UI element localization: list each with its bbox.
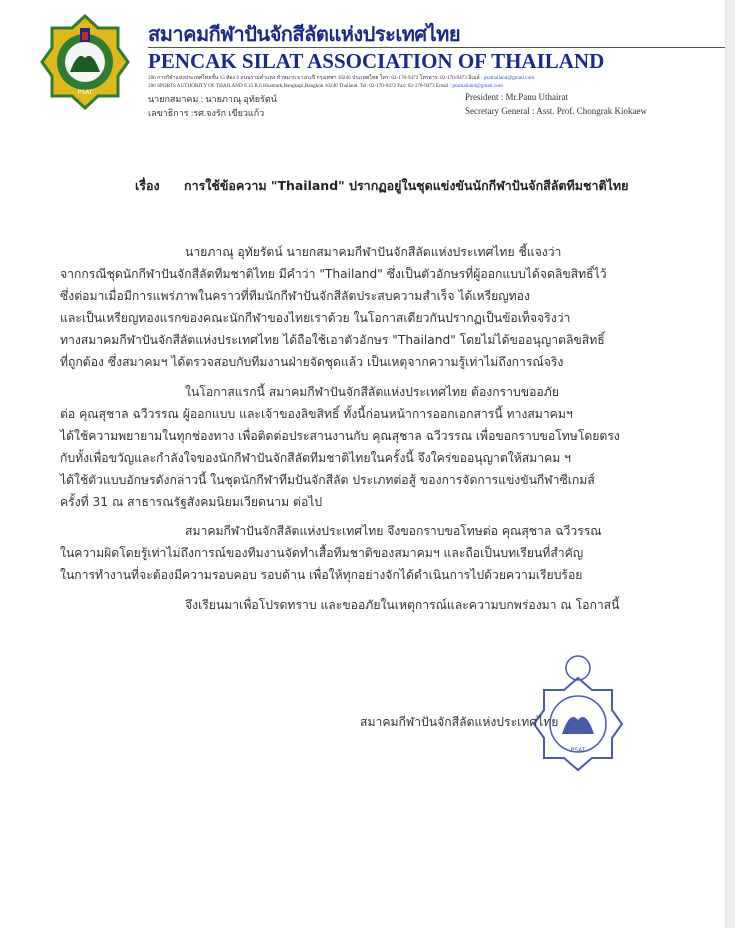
body-line: ในการทำงานที่จะต้องมีความรอบคอบ รอบด้าน เพื่อให้ทุกอย่างจักได้ดำเนินการไปด้วยความเรียบร้อย: [60, 568, 583, 582]
secretary-english: Secretary General : Asst. Prof. Chongrak Kiokaew: [465, 106, 647, 116]
body-line: ซึ่งต่อมาเมื่อมีการแพร่ภาพในคราวที่ทีมนักกีฬาปันจักสีลัตประสบความสำเร็จ ได้เหรียญทอง: [60, 289, 530, 303]
president-thai: นายกสมาคม : นายภาณุ อุทัยรัตน์: [148, 94, 277, 104]
address-english-text: 206 SPORTS AUTHORITY OF THAILAND F.15 R.6 Huamark,Bangkapi,Bangkok 10240 Thailand. Tel: 02-170-9472 Fax: 02-170-9473 Email :: [148, 83, 452, 89]
body-line: กับทั้งเพื่อขวัญและกำลังใจของนักกีฬาปันจักสีลัตทีมชาติไทยในครั้งนี้ จึงใคร่ขออนุญาตให้สมาคม ฯ: [60, 451, 571, 465]
secretary-thai: เลขาธิการ :รศ.จงรัก เขียวแก้ว: [148, 108, 265, 118]
address-thai-text: 206 การกีฬาแห่งประเทศไทยชั้น 15 ห้อง 6 ถนนรามคำแหง หัวหมาก บางกะปิ กรุงเทพฯ 10240 ประเทศไทย โทร: 02-170-9472 โทรสาร: 02-170-9473 อีเมล์ :: [148, 75, 483, 81]
body-line: ได้ใช้ตัวแบบอักษรดังกล่าวนี้ ในชุดนักกีฬาทีมปันจักสีลัต ประเภทต่อสู้ ของการจัดการแข่งขันกีฬาซีเกมส์: [60, 473, 595, 487]
body-line: จากกรณีชุดนักกีฬาปันจักสีลัตทีมชาติไทย มีคำว่า "Thailand" ซึ่งเป็นตัวอักษรที่ผู้ออกแบบได้จดลิขสิทธิ์ไว้: [60, 267, 607, 281]
body-line: สมาคมกีฬาปันจักสีลัตแห่งประเทศไทย จึงขอกราบขอโทษต่อ คุณสุชาล ฉวีวรรณ: [185, 524, 602, 538]
subject-label: เรื่อง: [135, 178, 160, 193]
body-line: นายภาณุ อุทัยรัตน์ นายกสมาคมกีฬาปันจักสีลัตแห่งประเทศไทย ชี้แจงว่า: [185, 245, 562, 259]
body-line: ในความผิดโดยรู้เท่าไม่ถึงการณ์ของทีมงานจัดทำเสื้อทีมชาติของสมาคมฯ และถือเป็นบทเรียนที่สำคัญ: [60, 546, 584, 560]
address-thai: [148, 74, 534, 82]
svg-text:PSAT: PSAT: [570, 747, 586, 754]
body-line: ต่อ คุณสุชาล ฉวีวรรณ ผู้ออกแบบ และเจ้าของลิขสิทธิ์ ทั้งนี้ก่อนหน้าการออกเอกสารนี้ ทางสมาคมฯ: [60, 407, 573, 421]
official-stamp-logo: [532, 648, 624, 776]
signature-org: สมาคมกีฬาปันจักสีลัตแห่งประเทศไทย: [360, 715, 559, 729]
body-line: และเป็นเหรียญทองแรกของคณะนักกีฬาของไทยเราด้วย ในโอกาสเดียวกันปรากฏเป็นข้อเท็จจริงว่า: [60, 311, 571, 325]
body-line: ที่ถูกต้อง ซึ่งสมาคมฯ ได้ตรวจสอบกับทีมงานฝ่ายจัดชุดแล้ว เป็นเหตุจากความรู้เท่าไม่ถึงการณ์จริง: [60, 355, 564, 369]
org-name-thai: สมาคมกีฬาปันจักสีลัตแห่งประเทศไทย: [148, 22, 461, 46]
association-logo: [40, 14, 130, 110]
body-line: ครั้งที่ 31 ณ สาธารณรัฐสังคมนิยมเวียดนาม ต่อไป: [60, 495, 323, 509]
svg-text:PSAT: PSAT: [77, 89, 93, 96]
scrollbar[interactable]: [725, 0, 735, 928]
body-line: จึงเรียนมาเพื่อโปรดทราบ และขออภัยในเหตุการณ์และความบกพร่องมา ณ โอกาสนี้: [185, 598, 620, 612]
subject-text: การใช้ข้อความ "Thailand" ปรากฏอยู่ในชุดแข่งขันนักกีฬาปันจักสีลัตทีมชาติไทย: [184, 178, 629, 193]
body-line: ได้ใช้ความพยายามในทุกช่องทาง เพื่อติดต่อประสานงานกับ คุณสุชาล ฉวีวรรณ เพื่อขอกราบขอโทษโดยตรง: [60, 429, 620, 443]
address-english: [148, 83, 503, 89]
org-name-english: PENCAK SILAT ASSOCIATION OF THAILAND: [148, 49, 605, 73]
email-link[interactable]: psathailand@gmail.com: [452, 83, 503, 89]
body-line: ในโอกาสแรกนี้ สมาคมกีฬาปันจักสีลัตแห่งประเทศไทย ต้องกราบขออภัย: [185, 385, 559, 399]
president-english: President : Mr.Panu Uthairat: [465, 92, 568, 102]
body-line: ทางสมาคมกีฬาปันจักสีลัตแห่งประเทศไทย ได้ถือใช้เอาตัวอักษร "Thailand" โดยไม่ได้ขออนุญาตลิขสิทธิ์: [60, 333, 605, 347]
email-link[interactable]: psathailand@gmail.com: [483, 75, 535, 81]
header-divider: [148, 47, 728, 48]
